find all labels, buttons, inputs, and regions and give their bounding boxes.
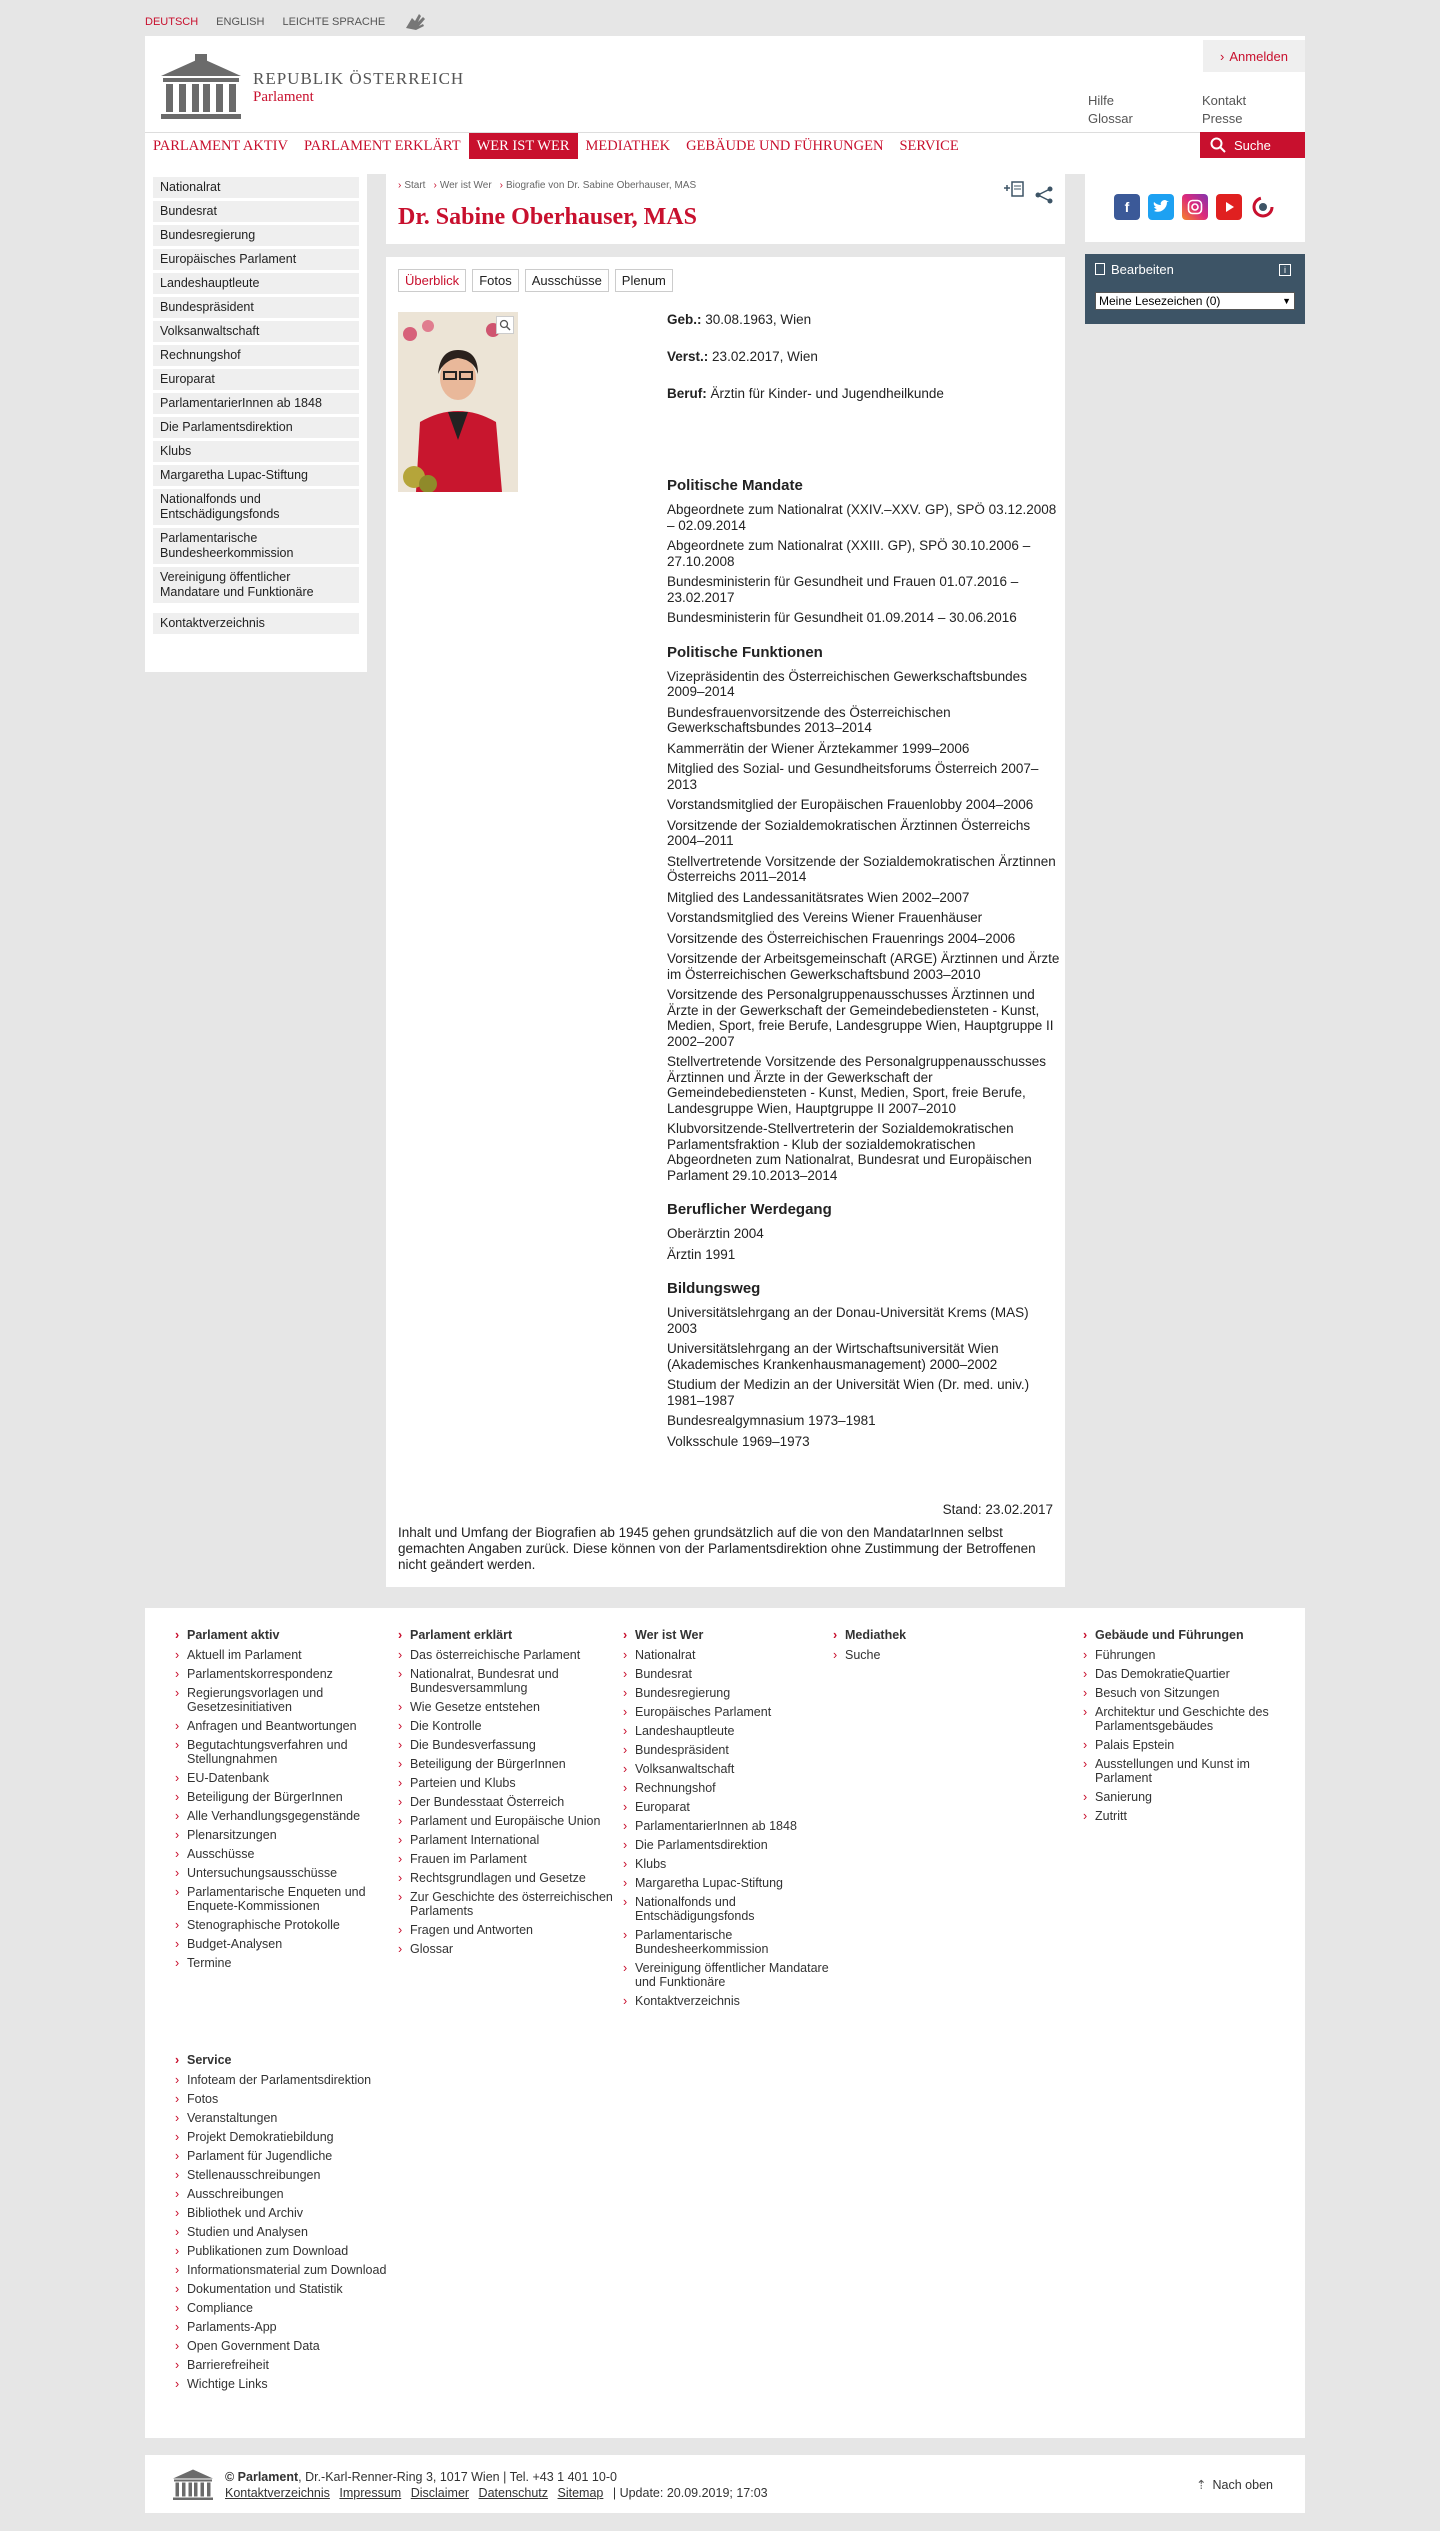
- tab-ausschuesse[interactable]: Ausschüsse: [525, 269, 609, 292]
- section-heading: Beruflicher Werdegang: [667, 1201, 832, 1218]
- site-header: [145, 36, 1305, 174]
- footer-link[interactable]: › Untersuchungsausschüsse: [187, 1866, 392, 1880]
- footer-link[interactable]: › Aktuell im Parlament: [187, 1648, 392, 1662]
- bio-entry: Vizepräsidentin des Österreichischen Gewerkschaftsbundes 2009–2014: [667, 668, 1027, 699]
- bookmark-select[interactable]: Meine Lesezeichen (0) ▼: [1095, 292, 1295, 310]
- main-content: [386, 257, 1065, 1587]
- util-links-1: [1088, 92, 1133, 128]
- footer-link[interactable]: › Bundesrat: [635, 1667, 840, 1681]
- footer-link[interactable]: › ParlamentarierInnen ab 1848: [635, 1819, 840, 1833]
- footer-link[interactable]: › Die Bundesverfassung: [410, 1738, 615, 1752]
- footer-link[interactable]: › Parlament für Jugendliche: [187, 2149, 392, 2163]
- bio-entry: Vorstandsmitglied der Europäischen Frauenlobby 2004–2006: [667, 797, 1034, 812]
- search-button[interactable]: Suche: [1200, 132, 1305, 158]
- sidebar-item[interactable]: Bundesrat: [153, 201, 359, 222]
- footer-link[interactable]: Sitemap: [557, 2486, 604, 2500]
- last-updated: Stand: 23.02.2017: [942, 1502, 1053, 1517]
- bio-entry: Mitglied des Landessanitätsrates Wien 2002–2007: [667, 889, 970, 905]
- footer-column: [410, 1628, 615, 1961]
- bookmark-panel: [1085, 254, 1305, 324]
- facebook-icon[interactable]: f: [1114, 194, 1140, 220]
- tab-bar: [398, 269, 673, 292]
- sidebar-item[interactable]: Nationalfonds und Entschädigungsfonds: [153, 489, 359, 525]
- nav-mediathek[interactable]: MEDIATHEK: [585, 138, 671, 154]
- death-row: Verst.: 23.02.2017, Wien: [667, 349, 818, 364]
- breadcrumb-item[interactable]: › Wer ist Wer: [433, 180, 491, 191]
- sidebar-item[interactable]: Die Parlamentsdirektion: [153, 417, 359, 438]
- bio-entry: Vorstandsmitglied des Vereins Wiener Frauenhäuser: [667, 910, 983, 925]
- bio-entry: Kammerrätin der Wiener Ärztekammer 1999–2006: [667, 740, 970, 756]
- footer-link[interactable]: › Studien und Analysen: [187, 2225, 392, 2239]
- footer-heading[interactable]: › Mediathek: [845, 1628, 1050, 1642]
- footer-link[interactable]: › Landeshauptleute: [635, 1724, 840, 1738]
- footer-column: [187, 2053, 392, 2396]
- nav-gebaeude[interactable]: GEBÄUDE UND FÜHRUNGEN: [686, 138, 884, 154]
- nav-parlament-aktiv[interactable]: PARLAMENT AKTIV: [153, 138, 288, 154]
- footer-link[interactable]: › Beteiligung der BürgerInnen: [187, 1790, 392, 1804]
- search-icon: [1210, 137, 1226, 153]
- sidebar-item[interactable]: Landeshauptleute: [153, 273, 359, 294]
- footer-link[interactable]: › Parlamentarische Bundesheerkommission: [635, 1928, 840, 1956]
- footer-link[interactable]: › Bibliothek und Archiv: [187, 2206, 392, 2220]
- footer-column: [187, 1628, 392, 1975]
- footer-link[interactable]: › Dokumentation und Statistik: [187, 2282, 392, 2296]
- footer-link[interactable]: › Das DemokratieQuartier: [1095, 1667, 1300, 1681]
- sidebar-item[interactable]: Vereinigung öffentlicher Mandatare und Funktionäre: [153, 567, 359, 603]
- footer-link[interactable]: › Führungen: [1095, 1648, 1300, 1662]
- sidebar-item[interactable]: Margaretha Lupac-Stiftung: [153, 465, 359, 486]
- footer-link[interactable]: › Veranstaltungen: [187, 2111, 392, 2125]
- breadcrumb: [398, 180, 696, 191]
- footer-link[interactable]: › Vereinigung öffentlicher Mandatare und Funktionäre: [635, 1961, 840, 1989]
- bio-entry: Vorsitzende des Personalgruppenausschusses Ärztinnen und Ärzte in der Gewerkschaft der Gemeindebediensteten - Kunst, Medien, Sport, freie Berufe, Landesgruppe Wien, Hauptgruppe II 2002–2007: [667, 987, 1054, 1049]
- press-link[interactable]: Presse: [1202, 111, 1243, 126]
- footer-link[interactable]: › Publikationen zum Download: [187, 2244, 392, 2258]
- sidebar-item[interactable]: Klubs: [153, 441, 359, 462]
- footer-link[interactable]: › Die Kontrolle: [410, 1719, 615, 1733]
- footer-link[interactable]: › Die Parlamentsdirektion: [635, 1838, 840, 1852]
- sidebar-item[interactable]: Europäisches Parlament: [153, 249, 359, 270]
- footer-link[interactable]: › Nationalrat: [635, 1648, 840, 1662]
- footer-link[interactable]: › Stellenausschreibungen: [187, 2168, 392, 2182]
- tab-ueberblick[interactable]: Überblick: [398, 269, 466, 292]
- footer-link[interactable]: › Nationalfonds und Entschädigungsfonds: [635, 1895, 840, 1923]
- bio-entry: Ärztin 1991: [667, 1246, 736, 1262]
- glossary-link[interactable]: Glossar: [1088, 111, 1133, 126]
- bio-entry: Universitätslehrgang an der Donau-Universität Krems (MAS) 2003: [667, 1305, 1029, 1336]
- footer-link[interactable]: › Frauen im Parlament: [410, 1852, 615, 1866]
- footer-link[interactable]: › Bundesregierung: [635, 1686, 840, 1700]
- footer-column: [635, 1628, 840, 2013]
- footer-link[interactable]: › Parlamentskorrespondenz: [187, 1667, 392, 1681]
- bio-entry: Vorsitzende des Österreichischen Frauenrings 2004–2006: [667, 930, 1016, 946]
- edit-icon: [1095, 263, 1105, 275]
- biography: [667, 312, 1062, 1454]
- bio-entry: Vorsitzende der Sozialdemokratischen Ärztinnen Österreichs 2004–2011: [667, 817, 1031, 848]
- sidebar-item[interactable]: Europarat: [153, 369, 359, 390]
- bio-entry: Bundesrealgymnasium 1973–1981: [667, 1413, 876, 1428]
- twitter-icon[interactable]: [1148, 194, 1174, 220]
- footer-column: [845, 1628, 1050, 1667]
- sidebar-item[interactable]: Kontaktverzeichnis: [153, 613, 359, 634]
- footer-link[interactable]: › Nationalrat, Bundesrat und Bundesversammlung: [410, 1667, 615, 1695]
- bio-entry: Abgeordnete zum Nationalrat (XXIV.–XXV. GP), SPÖ 03.12.2008 – 02.09.2014: [667, 502, 1057, 533]
- breadcrumb-item[interactable]: › Start: [398, 180, 425, 191]
- footer-info: © Parlament, Dr.-Karl-Renner-Ring 3, 1017 Wien | Tel. +43 1 401 10-0 Kontaktverzeichnis Impressum Disclaimer Datenschutz Sitemap | Update: 20.09.2019; 17:03: [225, 2470, 768, 2500]
- footer-link[interactable]: › Klubs: [635, 1857, 840, 1871]
- arrow-up-icon: ⇡: [1196, 2478, 1207, 2492]
- footer-heading[interactable]: › Gebäude und Führungen: [1095, 1628, 1300, 1642]
- footer-link[interactable]: › Projekt Demokratiebildung: [187, 2130, 392, 2144]
- footer-link[interactable]: › Parlament und Europäische Union: [410, 1814, 615, 1828]
- main-nav: [145, 132, 1305, 158]
- bio-entry: Stellvertretende Vorsitzende des Personalgruppenausschusses Ärztinnen und Ärzte in der Gewerkschaft der Gemeindebediensteten - Kunst, Medien, Sport, freie Berufe, Landesgruppe Wien, Hauptgruppe II 2007–2010: [667, 1054, 1046, 1116]
- footer-link[interactable]: › Compliance: [187, 2301, 392, 2315]
- bio-entry: Bundesfrauenvorsitzende des Österreichischen Gewerkschaftsbundes 2013–2014: [667, 704, 951, 735]
- footer-link[interactable]: Kontaktverzeichnis: [225, 2486, 330, 2500]
- footer-link[interactable]: › Parlament International: [410, 1833, 615, 1847]
- tab-fotos[interactable]: Fotos: [472, 269, 519, 292]
- footer-link[interactable]: › Regierungsvorlagen und Gesetzesinitiativen: [187, 1686, 392, 1714]
- footer-link[interactable]: › Begutachtungsverfahren und Stellungnahmen: [187, 1738, 392, 1766]
- disclaimer-text: Inhalt und Umfang der Biografien ab 1945 gehen grundsätzlich auf die von den MandatarInnen selbst gemachten Angaben zurück. Diese können von der Parlamentsdirektion ohne Zustimmung der Betroffenen nicht geändert werden.: [398, 1525, 1036, 1572]
- footer-link[interactable]: Impressum: [339, 2486, 402, 2500]
- footer-link[interactable]: › Informationsmaterial zum Download: [187, 2263, 392, 2277]
- bio-entry: Mitglied des Sozial- und Gesundheitsforums Österreich 2007–2013: [667, 761, 1039, 792]
- section-heading: Bildungsweg: [667, 1280, 761, 1297]
- footer-link[interactable]: › Ausschüsse: [187, 1847, 392, 1861]
- footer-link[interactable]: › Rechnungshof: [635, 1781, 840, 1795]
- footer-heading[interactable]: › Wer ist Wer: [635, 1628, 840, 1642]
- footer-link[interactable]: › Europarat: [635, 1800, 840, 1814]
- tab-plenum[interactable]: Plenum: [615, 269, 673, 292]
- footer-link[interactable]: › Fragen und Antworten: [410, 1923, 615, 1937]
- footer-link[interactable]: › Das österreichische Parlament: [410, 1648, 615, 1662]
- sidebar-item[interactable]: Volksanwaltschaft: [153, 321, 359, 342]
- footer-link[interactable]: › EU-Datenbank: [187, 1771, 392, 1785]
- footer-heading[interactable]: › Parlament aktiv: [187, 1628, 392, 1642]
- sidebar-item[interactable]: Nationalrat: [153, 177, 359, 198]
- bio-entry: Bundesministerin für Gesundheit 01.09.2014 – 30.06.2016: [667, 610, 1017, 625]
- title-box: [386, 172, 1065, 244]
- profession-row: Beruf: Ärztin für Kinder- und Jugendheilkunde: [667, 386, 944, 401]
- nav-parlament-erklaert[interactable]: PARLAMENT ERKLÄRT: [303, 138, 461, 154]
- bio-entry: Bundesministerin für Gesundheit und Frauen 01.07.2016 – 23.02.2017: [667, 574, 1019, 605]
- footer-link[interactable]: › Fotos: [187, 2092, 392, 2106]
- social-links: [1085, 172, 1305, 242]
- footer-link[interactable]: › Anfragen und Beantwortungen: [187, 1719, 392, 1733]
- page-title: Dr. Sabine Oberhauser, MAS: [398, 204, 697, 230]
- footer-link[interactable]: › Ausstellungen und Kunst im Parlament: [1095, 1757, 1300, 1785]
- sidebar-item[interactable]: ParlamentarierInnen ab 1848: [153, 393, 359, 414]
- instagram-icon[interactable]: [1182, 194, 1208, 220]
- footer-link[interactable]: › Parlaments-App: [187, 2320, 392, 2334]
- portrait-photo[interactable]: [398, 312, 518, 492]
- sidebar-item[interactable]: Parlamentarische Bundesheerkommission: [153, 528, 359, 564]
- footer-link[interactable]: › Kontaktverzeichnis: [635, 1994, 840, 2008]
- footer-link[interactable]: › Wie Gesetze entstehen: [410, 1700, 615, 1714]
- bio-sections: [667, 477, 1062, 1449]
- lang-leichte-sprache[interactable]: LEICHTE SPRACHE: [282, 16, 386, 28]
- help-link[interactable]: Hilfe: [1088, 93, 1115, 108]
- login-button[interactable]: › Anmelden: [1203, 40, 1305, 72]
- site-logo[interactable]: [157, 54, 464, 120]
- footer-link[interactable]: › Bundespräsident: [635, 1743, 840, 1757]
- zoom-icon[interactable]: [496, 316, 514, 334]
- lang-english[interactable]: ENGLISH: [216, 16, 265, 28]
- parliament-logo-icon: [171, 2467, 215, 2501]
- footer-heading[interactable]: › Service: [187, 2053, 392, 2067]
- sign-language-icon[interactable]: [403, 12, 429, 32]
- footer-link[interactable]: › Sanierung: [1095, 1790, 1300, 1804]
- footer-link[interactable]: › Plenarsitzungen: [187, 1828, 392, 1842]
- bio-entry: Universitätslehrgang an der Wirtschaftsuniversität Wien (Akademisches Krankenhausmanagement) 2000–2002: [667, 1341, 999, 1372]
- bio-entry: Vorsitzende der Arbeitsgemeinschaft (ARGE) Ärztinnen und Ärzte im Österreichischen Gewerkschaftsbund 2003–2010: [667, 951, 1060, 982]
- footer-link[interactable]: › Palais Epstein: [1095, 1738, 1300, 1752]
- sidebar-item[interactable]: Rechnungshof: [153, 345, 359, 366]
- lang-deutsch[interactable]: DEUTSCH: [145, 16, 199, 28]
- footer-link[interactable]: › Barrierefreiheit: [187, 2358, 392, 2372]
- app-icon[interactable]: [1250, 194, 1276, 220]
- nav-wer-ist-wer[interactable]: WER IST WER: [469, 133, 578, 159]
- footer-link[interactable]: Disclaimer: [410, 2486, 470, 2500]
- footer-link[interactable]: › Der Bundesstaat Österreich: [410, 1795, 615, 1809]
- sidebar-item[interactable]: Bundesregierung: [153, 225, 359, 246]
- back-to-top-link[interactable]: ⇡ Nach oben: [1196, 2478, 1273, 2492]
- footer-link[interactable]: › Zur Geschichte des österreichischen Parlaments: [410, 1890, 615, 1918]
- footer-link[interactable]: › Termine: [187, 1956, 392, 1970]
- footer-link[interactable]: › Volksanwaltschaft: [635, 1762, 840, 1776]
- footer-link[interactable]: › Parlamentarische Enqueten und Enquete-Kommissionen: [187, 1885, 392, 1913]
- info-icon[interactable]: i: [1279, 264, 1291, 276]
- footer-link[interactable]: › Rechtsgrundlagen und Gesetze: [410, 1871, 615, 1885]
- sidebar-item[interactable]: Bundespräsident: [153, 297, 359, 318]
- share-icon[interactable]: [1034, 186, 1056, 206]
- util-links-2: [1202, 92, 1246, 128]
- footer-link[interactable]: › Open Government Data: [187, 2339, 392, 2353]
- footer-heading[interactable]: › Parlament erklärt: [410, 1628, 615, 1642]
- language-bar: [145, 10, 429, 34]
- section-heading: Politische Mandate: [667, 477, 803, 494]
- bio-entry: Abgeordnete zum Nationalrat (XXIII. GP), SPÖ 30.10.2006 – 27.10.2008: [667, 538, 1031, 569]
- footer-link[interactable]: › Wichtige Links: [187, 2377, 392, 2391]
- breadcrumb-item: › Biografie von Dr. Sabine Oberhauser, MAS: [500, 180, 696, 191]
- footer-link[interactable]: › Architektur und Geschichte des Parlamentsgebäudes: [1095, 1705, 1300, 1733]
- birth-row: Geb.: 30.08.1963, Wien: [667, 312, 812, 327]
- footer-column: [1095, 1628, 1300, 1828]
- footer-link[interactable]: › Infoteam der Parlamentsdirektion: [187, 2073, 392, 2087]
- footer-link[interactable]: › Europäisches Parlament: [635, 1705, 840, 1719]
- bio-entry: Klubvorsitzende-Stellvertreterin der Sozialdemokratischen Parlamentsfraktion - Klub der sozialdemokratischen Abgeordneten zum Nationalrat, Bundesrat und Europäischen Parlament 29.10.2013–2014: [667, 1121, 1032, 1183]
- parliament-logo-icon: [157, 54, 245, 120]
- footer-link[interactable]: › Glossar: [410, 1942, 615, 1956]
- footer-link[interactable]: › Zutritt: [1095, 1809, 1300, 1823]
- footer-link[interactable]: › Suche: [845, 1648, 1050, 1662]
- footer-link[interactable]: › Besuch von Sitzungen: [1095, 1686, 1300, 1700]
- chevron-down-icon: ▼: [1282, 296, 1291, 306]
- logo-title: REPUBLIK ÖSTERREICH: [253, 68, 465, 88]
- bio-entry: Oberärztin 2004: [667, 1226, 764, 1241]
- footer-link[interactable]: › Ausschreibungen: [187, 2187, 392, 2201]
- footer-link[interactable]: Datenschutz: [478, 2486, 549, 2500]
- youtube-icon[interactable]: [1216, 194, 1242, 220]
- bio-entry: Studium der Medizin an der Universität Wien (Dr. med. univ.) 1981–1987: [667, 1377, 1030, 1408]
- bookmark-add-icon[interactable]: [1004, 180, 1026, 200]
- bottom-bar: [145, 2455, 1305, 2513]
- nav-service[interactable]: SERVICE: [899, 138, 959, 154]
- section-heading: Politische Funktionen: [667, 643, 823, 661]
- footer-link[interactable]: › Alle Verhandlungsgegenstände: [187, 1809, 392, 1823]
- footer-link[interactable]: › Margaretha Lupac-Stiftung: [635, 1876, 840, 1890]
- footer-link[interactable]: › Budget-Analysen: [187, 1937, 392, 1951]
- site-footer: [145, 1608, 1305, 2438]
- bio-entry: Stellvertretende Vorsitzende der Sozialdemokratischen Ärztinnen Österreichs 2011–2014: [667, 853, 1056, 884]
- logo-subtitle: Parlament: [253, 88, 314, 105]
- footer-link[interactable]: › Stenographische Protokolle: [187, 1918, 392, 1932]
- footer-link[interactable]: › Parteien und Klubs: [410, 1776, 615, 1790]
- bio-entry: Volksschule 1969–1973: [667, 1433, 810, 1449]
- contact-link[interactable]: Kontakt: [1202, 93, 1247, 108]
- sidebar: [145, 172, 367, 672]
- bookmark-title[interactable]: Bearbeiten: [1095, 262, 1174, 277]
- footer-link[interactable]: › Beteiligung der BürgerInnen: [410, 1757, 615, 1771]
